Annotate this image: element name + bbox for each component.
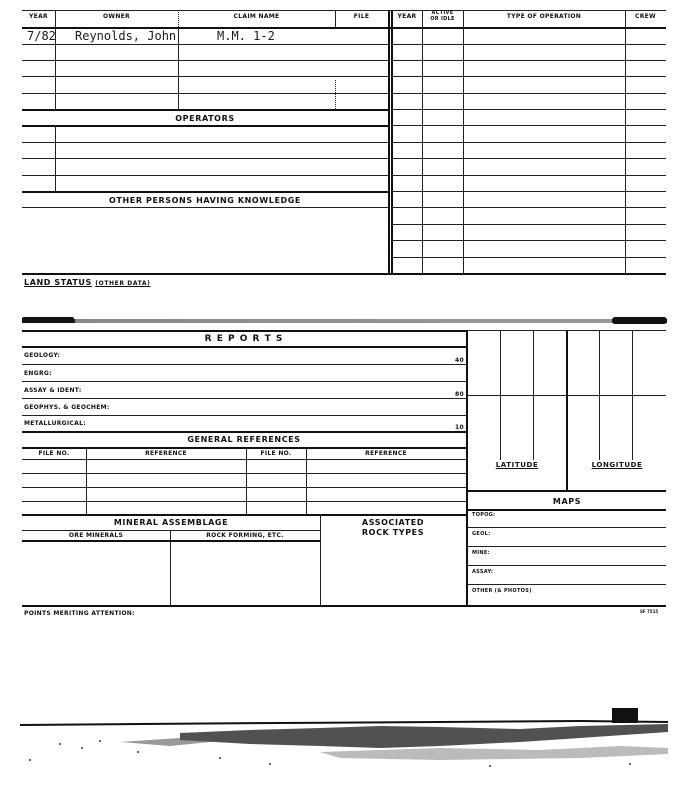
- header-crew: CREW: [635, 13, 656, 20]
- gr-col-reference-2: REFERENCE: [365, 450, 407, 457]
- ore-minerals-label: ORE MINERALS: [68, 532, 124, 539]
- header-owner: OWNER: [103, 13, 130, 20]
- points-meriting-attention: POINTS MERITING ATTENTION:: [24, 610, 135, 617]
- associated-rock-types-2: ROCK TYPES: [361, 528, 425, 537]
- rock-forming-label: ROCK FORMING, ETC.: [206, 532, 284, 539]
- general-references-heading: GENERAL REFERENCES: [187, 435, 301, 444]
- scan-smudge-band: [22, 319, 667, 323]
- report-assay-num: 80: [455, 391, 464, 398]
- header-active-2: OR IDLE: [430, 16, 455, 22]
- header-claim-name: CLAIM NAME: [233, 13, 280, 20]
- scan-smudge-right: [612, 317, 667, 324]
- operators-heading: OPERATORS: [175, 114, 235, 123]
- entry-year: 7/82: [27, 29, 56, 43]
- report-assay-label: ASSAY & IDENT:: [24, 387, 82, 394]
- maps-geol: GEOL:: [472, 531, 491, 537]
- maps-assay: ASSAY:: [472, 569, 494, 575]
- report-geophys-label: GEOPHYS. & GEOCHEM:: [24, 404, 110, 411]
- maps-heading: MAPS: [552, 497, 582, 506]
- land-status-main: LAND STATUS: [24, 278, 92, 287]
- entry-owner: Reynolds, John: [75, 29, 177, 43]
- report-metallurgical-num: 10: [455, 424, 464, 431]
- header-year: YEAR: [29, 13, 48, 20]
- gr-col-reference: REFERENCE: [145, 450, 187, 457]
- reports-heading: R E P O R T S: [204, 334, 284, 344]
- maps-topog: TOPOG:: [472, 512, 496, 518]
- longitude-label: LONGITUDE: [591, 461, 643, 469]
- scan-smudge-left: [22, 317, 74, 323]
- report-geology-num: 40: [455, 357, 464, 364]
- associated-rock-types-1: ASSOCIATED: [361, 518, 425, 527]
- maps-other: OTHER (& PHOTOS): [472, 588, 532, 594]
- maps-mine: MINE:: [472, 550, 490, 556]
- form-number: SF 7515: [640, 609, 659, 614]
- header-year-right: YEAR: [397, 13, 417, 20]
- header-type-of-operation: TYPE OF OPERATION: [506, 13, 582, 20]
- gr-col-file-no-2: FILE NO.: [260, 450, 292, 457]
- report-engrg-label: ENGRG:: [24, 370, 52, 377]
- latitude-label: LATITUDE: [495, 461, 539, 469]
- other-persons-heading: OTHER PERSONS HAVING KNOWLEDGE: [109, 196, 301, 205]
- gr-col-file-no: FILE NO.: [38, 450, 70, 457]
- report-metallurgical-label: METALLURGICAL:: [24, 420, 86, 427]
- mineral-assemblage-heading: MINERAL ASSEMBLAGE: [113, 518, 229, 527]
- header-active-1: ACTIVE: [431, 10, 454, 16]
- land-status-sub: (OTHER DATA): [95, 280, 151, 287]
- land-status-label: [24, 278, 150, 288]
- header-file: FILE: [353, 13, 370, 20]
- entry-claim-name: M.M. 1-2: [217, 29, 275, 43]
- scan-noise-band: [20, 708, 668, 778]
- report-geology-label: GEOLOGY:: [24, 352, 61, 359]
